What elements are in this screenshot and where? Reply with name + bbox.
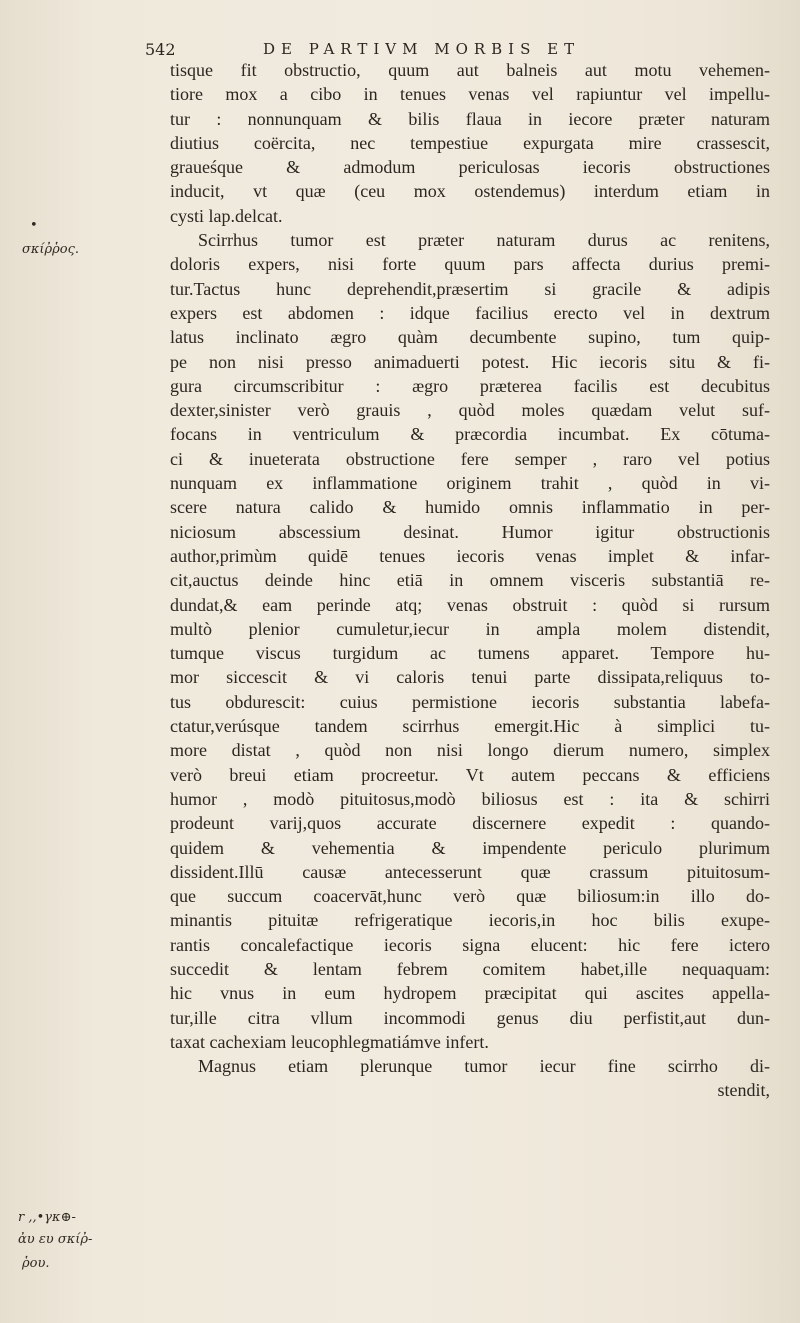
text-line: graueśque & admodum periculosas iecoris obstructiones [170, 157, 770, 178]
text-line: quidem & vehementia & impendente periculo plurimum [170, 837, 770, 858]
text-line: prodeunt varij,quos accurate discernere expedit : quando- [170, 813, 770, 834]
text-line: tur,ille citra vllum incommodi genus diu perfistit,aut dun- [170, 1007, 770, 1028]
text-line: niciosum abscessium desinat. Humor igitur obstructionis [170, 521, 770, 542]
text-line: taxat cachexiam leucophlegmatiámve infert. [170, 1031, 489, 1052]
margin-note-skirrhos: σκίῤῥος. [22, 242, 80, 257]
text-line: humor , modò pituitosus,modò biliosus est : ita & schirri [170, 788, 770, 809]
text-line: latus inclinato ægro quàm decumbente supino, tum quip- [170, 327, 770, 348]
text-line: focans in ventriculum & præcordia incumbat. Ex cōtuma- [170, 424, 770, 445]
text-line: tiore mox a cibo in tenues venas vel rapiuntur vel impellu- [170, 84, 770, 105]
text-line: Scirrhus tumor est præter naturam durus ac renitens, [198, 230, 770, 251]
running-title: DE PARTIVM MORBIS ET [263, 40, 581, 58]
margin-note-ankylosis-c: ῥου. [22, 1256, 50, 1271]
text-line: scere natura calido & humido omnis inflammatio in per- [170, 497, 770, 518]
text-line: tur.Tactus hunc deprehendit,præsertim si gracile & adipis [170, 278, 770, 299]
body-text [170, 58, 770, 1103]
text-line: Magnus etiam plerunque tumor iecur fine scirrho di- [198, 1056, 770, 1077]
text-line: expers est abdomen : idque facilius erecto vel in dextrum [170, 302, 770, 323]
text-line: verò breui etiam procreetur. Vt autem peccans & efficiens [170, 764, 770, 785]
text-line: cysti lap.delcat. [170, 205, 283, 226]
text-line: pe non nisi presso animaduerti potest. Hic iecoris situ & fi- [170, 351, 770, 372]
catchword: stendit, [717, 1080, 770, 1101]
text-line: inducit, vt quæ (ceu mox ostendemus) interdum etiam in [170, 181, 770, 202]
text-line: diutius coërcita, nec tempestiue expurgata mire crassescit, [170, 132, 770, 153]
page-number: 542 [145, 40, 176, 59]
text-line: multò plenior cumuletur,iecur in ampla molem distendit, [170, 618, 770, 639]
text-line: gura circumscribitur : ægro præterea facilis est decubitus [170, 375, 770, 396]
text-line: que succum coacervāt,hunc verò quæ biliosum:in illo do- [170, 886, 770, 907]
text-line: tisque fit obstructio, quum aut balneis aut motu vehemen- [170, 60, 770, 80]
text-line: dissident.Illū causæ antecesserunt quæ crassum pituitosum- [170, 861, 770, 882]
text-line: author,primùm quidē tenues iecoris venas implet & infar- [170, 545, 770, 566]
text-line: tumque viscus turgidum ac tumens apparet. Tempore hu- [170, 643, 770, 664]
text-line: rantis concalefactique iecoris signa elucent: hic fere ictero [170, 934, 770, 955]
text-line: ctatur,verúsque tandem scirrhus emergit.Hic à simplici tu- [170, 716, 770, 737]
text-line: more distat , quòd non nisi longo dierum numero, simplex [170, 740, 770, 761]
text-line: dundat,& eam perinde atq; venas obstruit : quòd si rursum [170, 594, 770, 615]
margin-dot-mark: • [30, 218, 38, 233]
text-line: hic vnus in eum hydropem præcipitat qui ascites appella- [170, 983, 770, 1004]
text-line: doloris expers, nisi forte quum pars affecta durius premi- [170, 254, 770, 275]
text-line: minantis pituitæ refrigeratique iecoris,in hoc bilis exupe- [170, 910, 770, 931]
text-line: tur : nonnunquam & bilis flaua in iecore præter naturam [170, 108, 770, 129]
text-line: tus obdurescit: cuius permistione iecoris substantia labefa- [170, 691, 770, 712]
text-line: dexter,sinister verò grauis , quòd moles quædam velut suf- [170, 400, 770, 421]
margin-note-ankylosis-b: ἀυ ευ σκίῤ- [18, 1232, 93, 1247]
text-line: nunquam ex inflammatione originem trahit , quòd in vi- [170, 473, 770, 494]
margin-note-ankylosis-a: r ,,•γκ⊕- [18, 1210, 76, 1225]
text-line: succedit & lentam febrem comitem habet,ille nequaquam: [170, 958, 770, 979]
text-line: mor siccescit & vi caloris tenui parte dissipata,reliquus to- [170, 667, 770, 688]
text-line: ci & inueterata obstructione fere semper , raro vel potius [170, 448, 770, 469]
text-line: cit,auctus deinde hinc etiā in omnem visceris substantiā re- [170, 570, 770, 591]
